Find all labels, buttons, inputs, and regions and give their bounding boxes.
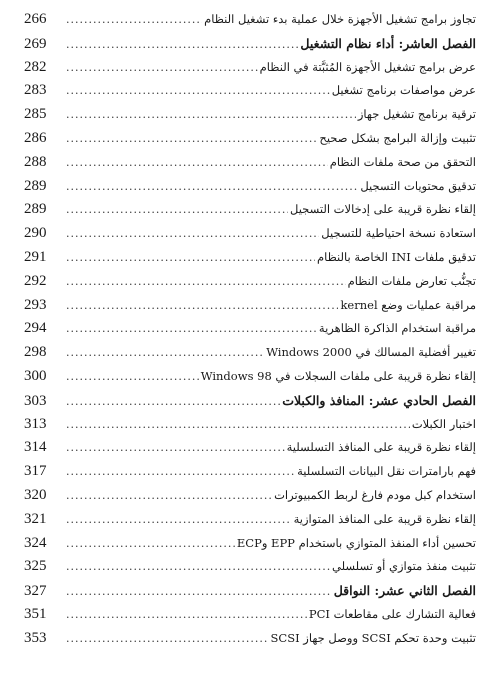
toc-dot-leader xyxy=(66,365,199,389)
toc-entry xyxy=(24,341,476,365)
toc-dot-leader xyxy=(66,294,338,318)
toc-page-number: 282 xyxy=(24,58,47,75)
toc-dot-leader xyxy=(66,341,264,365)
toc-entry-title: عرض برامج تشغيل الأجهزة المُثبَّتة في النظام xyxy=(259,59,476,74)
toc-entry xyxy=(24,627,476,651)
toc-entry xyxy=(24,460,476,484)
toc-entry-title: تدقيق ملفات INI الخاصة بالنظام xyxy=(317,249,476,264)
toc-chapter-heading xyxy=(24,32,476,56)
toc-entry-title: تثبيت منفذ متوازي أو تسلسلي xyxy=(332,559,476,574)
toc-entry xyxy=(24,508,476,532)
toc-page-number: 290 xyxy=(24,225,47,242)
toc-entry xyxy=(24,270,476,294)
toc-page-number: 303 xyxy=(24,392,47,409)
toc-entry-title: فهم بارامترات نقل البيانات التسلسلية xyxy=(297,464,476,479)
toc-dot-leader xyxy=(66,175,358,199)
toc-chapter-title: الفصل الحادي عشر: المنافذ والكبلات xyxy=(282,392,476,408)
toc-entry xyxy=(24,222,476,246)
toc-page-number: 324 xyxy=(24,534,47,551)
toc-dot-leader xyxy=(66,413,410,437)
toc-entry xyxy=(24,79,476,103)
toc-entry-title: تثبيت وإزالة البرامج بشكل صحيح xyxy=(319,130,476,145)
toc-dot-leader xyxy=(66,103,356,127)
toc-page-number: 321 xyxy=(24,510,47,527)
toc-dot-leader xyxy=(66,484,272,508)
toc-page-number: 285 xyxy=(24,106,47,123)
toc-chapter-heading xyxy=(24,389,476,413)
toc-entry-title: تجاوز برامج تشغيل الأجهزة خلال عملية بدء تشغيل النظام xyxy=(204,12,476,26)
toc-dot-leader xyxy=(66,198,288,222)
toc-entry xyxy=(24,484,476,508)
toc-entry-title: تجنُّب تعارض ملفات النظام xyxy=(347,273,476,288)
toc-entry xyxy=(24,198,476,222)
toc-entry-title: فعالية التشارك على مقاطعات PCI xyxy=(308,606,476,621)
toc-entry xyxy=(24,175,476,199)
toc-dot-leader xyxy=(66,79,330,103)
toc-page-number: 300 xyxy=(24,367,47,384)
toc-dot-leader xyxy=(66,460,295,484)
toc-dot-leader xyxy=(66,33,298,57)
toc-entry xyxy=(24,413,476,437)
toc-dot-leader xyxy=(66,603,307,627)
toc-dot-leader xyxy=(66,580,332,604)
toc-entry-title: التحقق من صحة ملفات النظام xyxy=(329,154,476,169)
toc-entry-title: مراقبة عمليات وضع kernel xyxy=(340,297,476,312)
toc-entry-title: تدقيق محتويات التسجيل xyxy=(360,178,476,193)
toc-page-number: 291 xyxy=(24,248,47,265)
toc-dot-leader xyxy=(66,390,280,414)
toc-dot-leader xyxy=(66,532,235,556)
toc-page-number: 314 xyxy=(24,439,47,456)
toc-page-number: 286 xyxy=(24,129,47,146)
toc-entry-title: اختبار الكبلات xyxy=(411,416,476,431)
toc-entry-title: ترقية برنامج تشغيل جهاز xyxy=(357,107,476,122)
toc-entry-title: إلقاء نظرة قريبة على المنافذ المتوازية xyxy=(293,511,476,526)
toc-dot-leader xyxy=(66,508,292,532)
toc-dot-leader xyxy=(66,56,258,80)
toc-page-number: 327 xyxy=(24,583,47,600)
toc-entry xyxy=(24,532,476,556)
toc-entry xyxy=(24,151,476,175)
toc-page-number: 325 xyxy=(24,558,47,575)
toc-entry xyxy=(24,555,476,579)
toc-entry-title: استعادة نسخة احتياطية للتسجيل xyxy=(321,226,476,241)
toc-dot-leader xyxy=(66,317,317,341)
toc-entry xyxy=(24,56,476,80)
toc-page-number: 317 xyxy=(24,463,47,480)
toc-chapter-title: الفصل الثاني عشر: النواقل xyxy=(333,583,476,599)
toc-entry xyxy=(24,436,476,460)
toc-entry-title: تثبيت وحدة تحكم SCSI ووصل جهاز SCSI xyxy=(270,630,476,645)
toc-page-number: 294 xyxy=(24,320,47,337)
toc-page-number: 288 xyxy=(24,153,47,170)
toc-entry-title: إلقاء نظرة قريبة على إدخالات التسجيل xyxy=(290,202,476,217)
toc-page-number: 293 xyxy=(24,296,47,313)
toc-entry xyxy=(24,8,476,32)
toc-entry xyxy=(24,103,476,127)
toc-entry xyxy=(24,365,476,389)
toc-chapter-title: الفصل العاشر: أداء نظام التشغيل xyxy=(300,35,476,51)
toc-dot-leader xyxy=(66,627,269,651)
toc-entry xyxy=(24,246,476,270)
toc-page-number: 289 xyxy=(24,201,47,218)
table-of-contents xyxy=(24,8,476,651)
toc-entry xyxy=(24,127,476,151)
toc-entry-title: تحسين أداء المنفذ المتوازي باستخدام EPP وECP xyxy=(236,535,476,550)
toc-entry-title: إلقاء نظرة قريبة على ملفات السجلات في Windows 98 xyxy=(200,368,476,383)
toc-page-number: 289 xyxy=(24,177,47,194)
toc-dot-leader xyxy=(66,8,202,32)
toc-dot-leader xyxy=(66,151,328,175)
toc-dot-leader xyxy=(66,222,319,246)
toc-entry xyxy=(24,317,476,341)
toc-dot-leader xyxy=(66,127,317,151)
toc-entry-title: عرض مواصفات برنامج تشغيل xyxy=(331,83,476,98)
toc-entry xyxy=(24,294,476,318)
toc-entry-title: إلقاء نظرة قريبة على المنافذ التسلسلية xyxy=(286,440,476,455)
toc-page-number: 269 xyxy=(24,35,47,52)
toc-entry-title: مراقبة استخدام الذاكرة الظاهرية xyxy=(318,321,476,336)
toc-dot-leader xyxy=(66,436,285,460)
toc-entry xyxy=(24,603,476,627)
toc-chapter-heading xyxy=(24,579,476,603)
toc-page-number: 266 xyxy=(24,11,47,27)
toc-page-number: 320 xyxy=(24,486,47,503)
toc-dot-leader xyxy=(66,270,346,294)
toc-dot-leader xyxy=(66,555,330,579)
toc-page-number: 353 xyxy=(24,629,47,646)
toc-dot-leader xyxy=(66,246,315,270)
toc-page-number: 292 xyxy=(24,272,47,289)
toc-page-number: 313 xyxy=(24,415,47,432)
toc-page-number: 283 xyxy=(24,82,47,99)
toc-page-number: 351 xyxy=(24,605,47,622)
toc-entry-title: استخدام كبل مودم فارغ لربط الكمبيوترات xyxy=(274,487,476,502)
toc-entry-title: تغيير أفضلية المسالك في Windows 2000 xyxy=(266,345,476,360)
toc-page-number: 298 xyxy=(24,344,47,361)
